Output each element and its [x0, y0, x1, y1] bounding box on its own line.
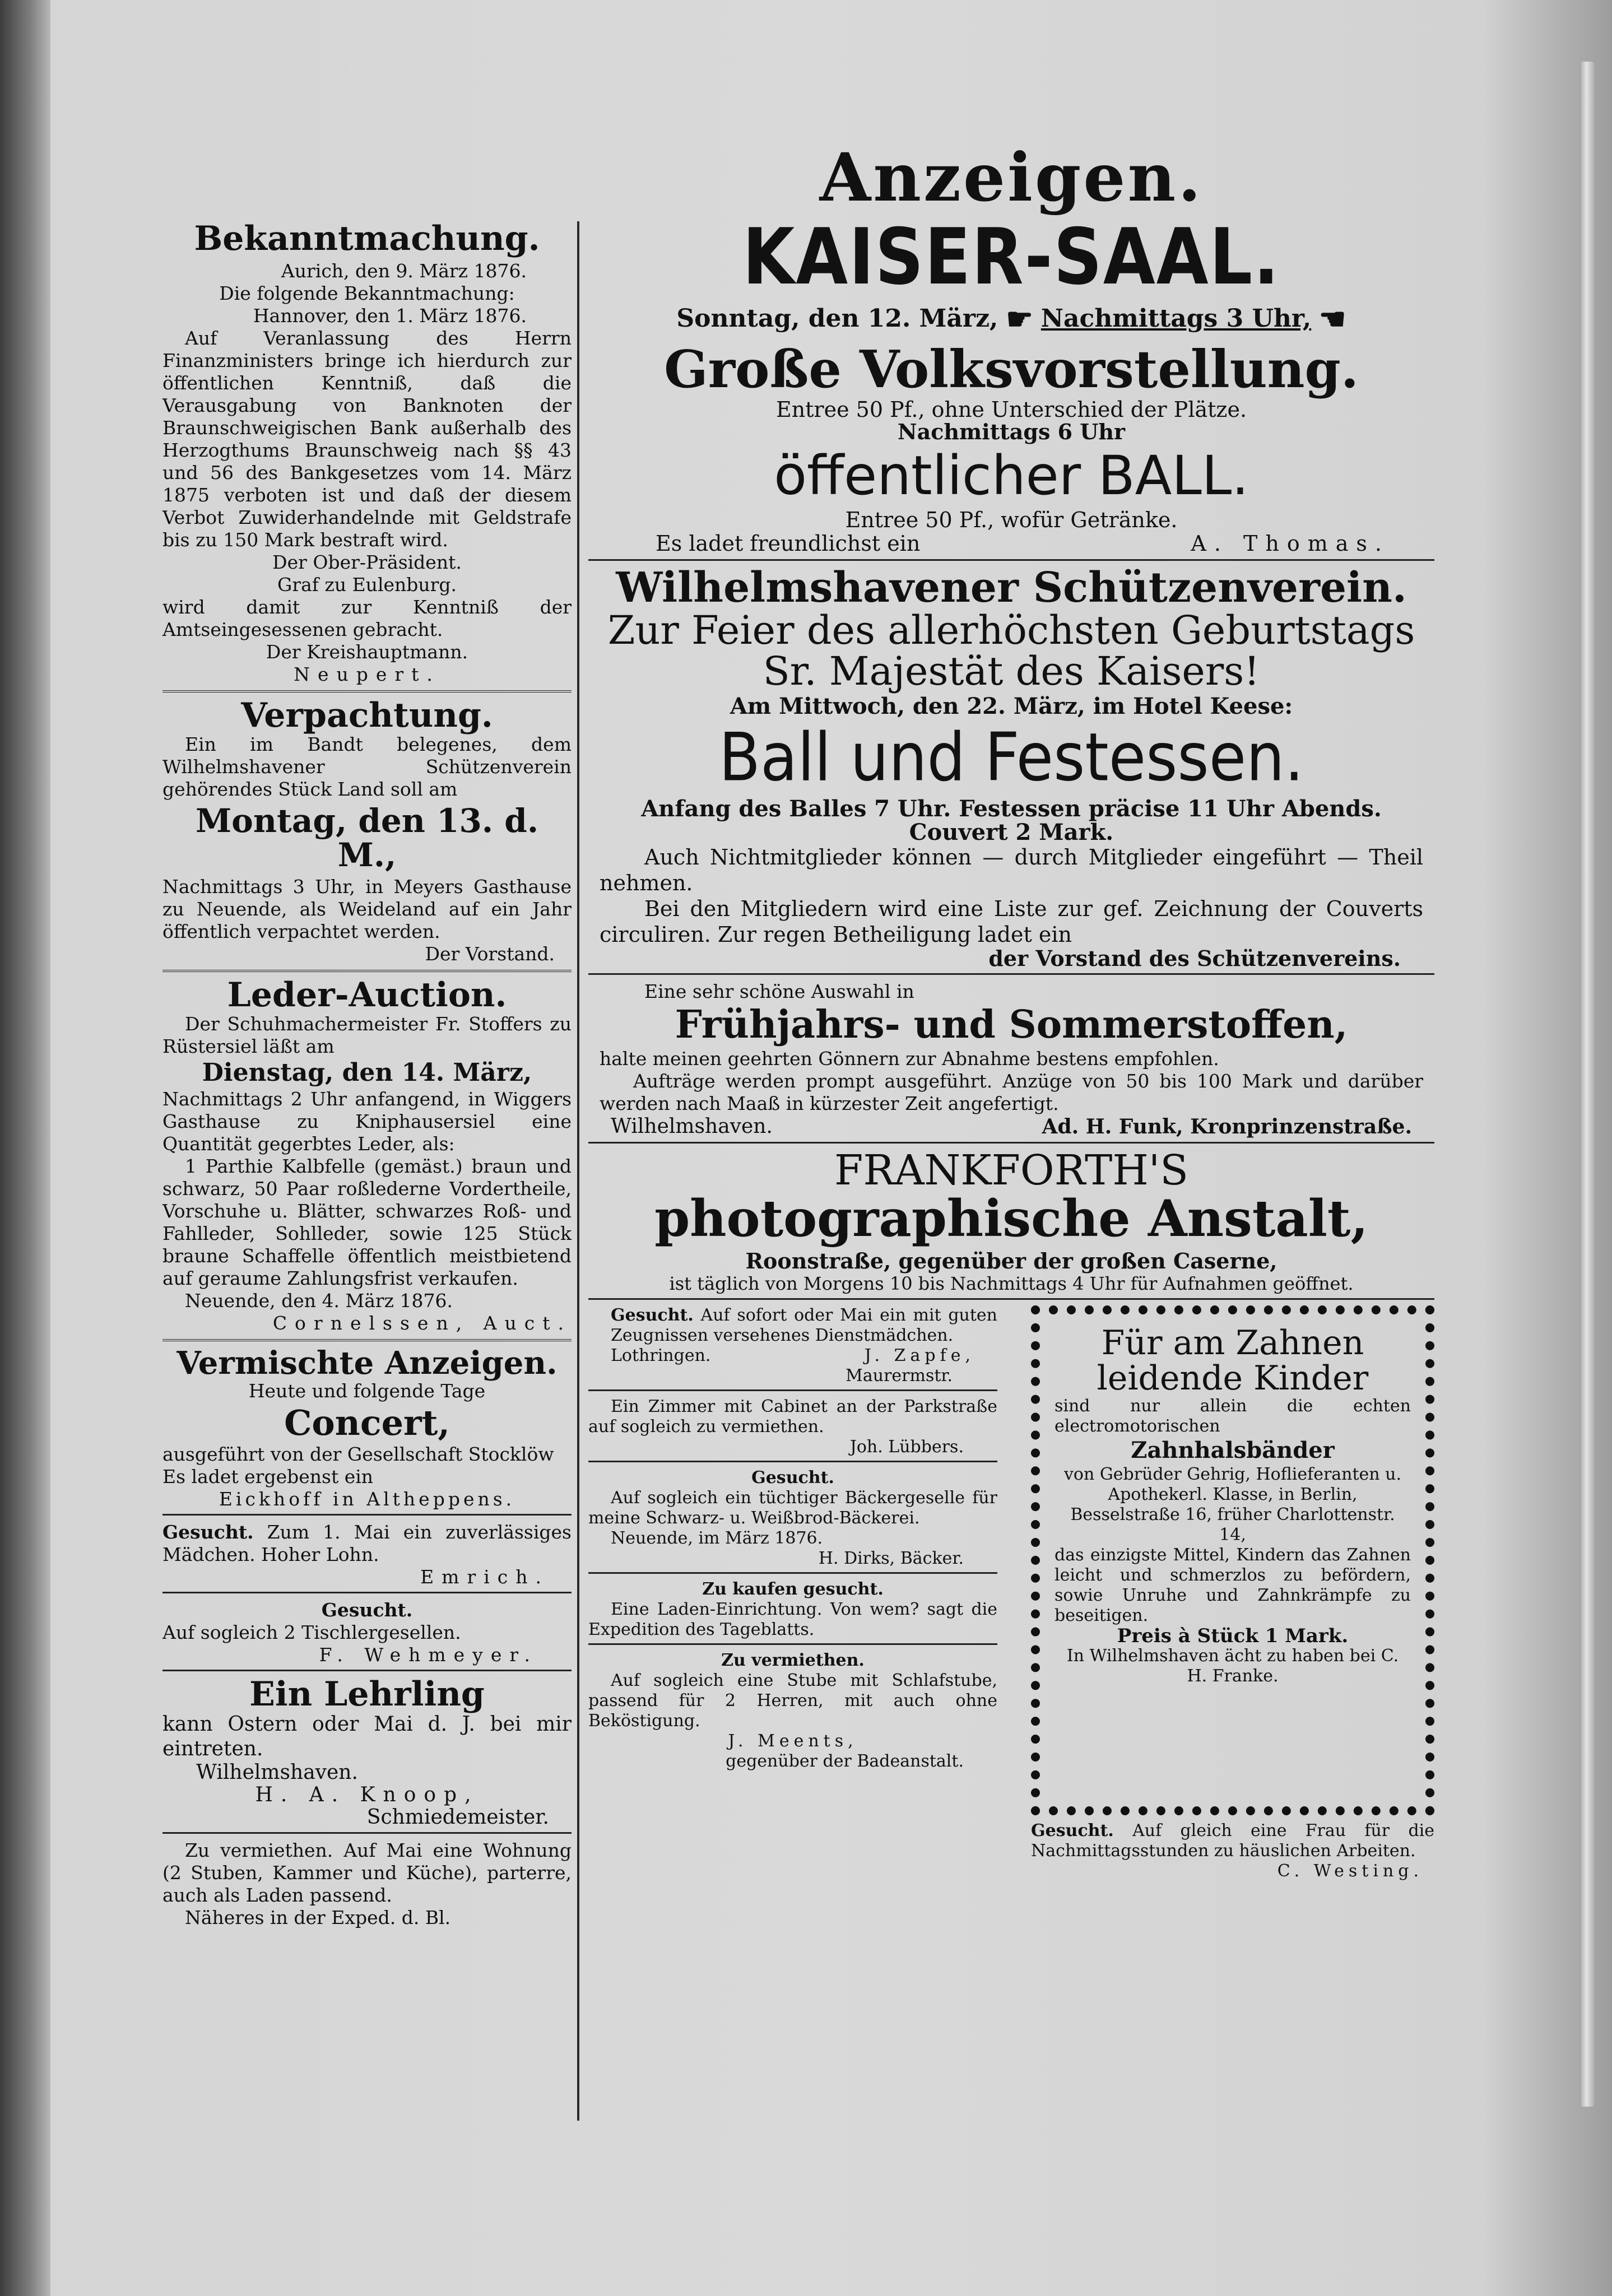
- divider: [162, 690, 572, 692]
- ad-schuetzenverein: [588, 566, 1434, 970]
- ad-label: Gesucht.: [611, 1305, 694, 1325]
- signature: J. Zapfe,: [864, 1345, 975, 1365]
- divider: [588, 1572, 997, 1574]
- ad-time: Nachmittags 3 Uhr,: [1040, 304, 1312, 333]
- ad-verpachtung: [162, 698, 572, 965]
- ad-label: Zu vermiethen.: [721, 1650, 865, 1670]
- ad-gesucht-dirks: [588, 1468, 997, 1569]
- ad-title: Für am Zahnen: [1101, 1323, 1364, 1363]
- ad-date: Sonntag, den 12. März,: [676, 304, 998, 333]
- intro: Die folgende Bekanntmachung:: [219, 282, 515, 304]
- ad-title: Ein Lehrling: [249, 1674, 485, 1714]
- ad-text: Couvert 2 Mark.: [909, 819, 1114, 846]
- divider: [588, 973, 1434, 975]
- ad-bekanntmachung: [162, 221, 572, 686]
- product-name: Zahnhalsbänder: [1131, 1437, 1335, 1463]
- ad-title: Bekanntmachung.: [194, 219, 540, 258]
- signature: Graf zu Eulenburg.: [277, 574, 457, 596]
- ad-zimmer: [588, 1397, 997, 1457]
- divider: [588, 1389, 997, 1391]
- signature: Cornelssen, Auct.: [272, 1312, 572, 1334]
- divider: [162, 1670, 572, 1671]
- column-rule: [577, 221, 579, 2121]
- signature: H. A. Knoop,: [255, 1783, 479, 1806]
- divider: [162, 1832, 572, 1834]
- divider: [588, 1461, 997, 1462]
- ad-label: Gesucht.: [321, 1598, 413, 1621]
- ad-title: Frühjahrs- und Sommerstoffen,: [675, 1002, 1348, 1048]
- ad-text: Auf sogleich eine Stube mit Schlafstube, passend für 2 Herren, mit auch ohne Beköstigung.: [588, 1670, 997, 1731]
- ad-kaufen: [588, 1579, 997, 1640]
- ad-gesucht-westing: [588, 1821, 1434, 1881]
- ad-text: Zu vermiethen. Auf Mai eine Wohnung (2 Stuben, Kammer und Küche), parterre, auch als Laden passend.: [162, 1839, 572, 1906]
- ad-subtitle: Zur Feier des allerhöchsten Geburtstags: [607, 607, 1415, 653]
- ad-subtitle: Große Volksvorstellung.: [664, 338, 1359, 399]
- ad-leder-auction: [162, 975, 572, 1335]
- ad-gesucht-zapfe: [588, 1305, 997, 1386]
- address: Roonstraße, gegenüber der großen Caserne,: [745, 1248, 1277, 1274]
- ad-text: von Gebrüder Gehrig, Hoflieferanten u. Apothekerl. Klasse, in Berlin, Besselstraße 16, früher Charlottenstr. 14,: [1063, 1464, 1402, 1545]
- signature: Maurermstr.: [846, 1365, 953, 1386]
- signature: Schmiedemeister.: [366, 1805, 549, 1829]
- ad-label: Gesucht.: [1031, 1820, 1114, 1840]
- ad-text: Am Mittwoch, den 22. März, im Hotel Keese:: [730, 692, 1293, 719]
- hours: ist täglich von Morgens 10 bis Nachmittags 4 Uhr für Aufnahmen geöffnet.: [669, 1272, 1354, 1294]
- ad-text: halte meinen geehrten Gönnern zur Abnahme bestens empfohlen.: [600, 1047, 1219, 1070]
- divider: [588, 559, 1434, 561]
- ad-title: FRANKFORTH'S: [834, 1146, 1188, 1195]
- signature: Joh. Lübbers.: [849, 1437, 964, 1457]
- divider: [162, 1514, 572, 1516]
- left-column: [162, 221, 572, 1929]
- signature: der Vorstand des Schützenvereins.: [988, 946, 1401, 972]
- ad-text: sind nur allein die echten electromotorischen: [1054, 1396, 1411, 1436]
- ad-text: Es ladet ergebenst ein: [162, 1465, 374, 1488]
- notice-text: Auf Veranlassung des Herrn Finanzministers bringe ich hierdurch zur öffentlichen Kenntniß, daß die Verausgabung von Banknoten der Braunschweigischen Bank außerhalb des Herzogthums Braunschweig nach §§ 43 und 56 des Bankgesetzes vom 14. März 1875 verboten ist und daß der diesem Verbot Zuwiderhandelnde mit Geldstrafe bis zu 150 Mark bestraft wird.: [162, 327, 572, 551]
- ad-vermischte: [162, 1344, 572, 1510]
- ad-text: Auf sogleich ein tüchtiger Bäckergeselle für meine Schwarz- u. Weißbrod-Bäckerei.: [588, 1488, 997, 1528]
- ad-text: Eine Laden-Einrichtung. Von wem? sagt die Expedition des Tageblatts.: [588, 1599, 997, 1639]
- divider: [588, 1298, 1434, 1300]
- ad-text: kann Ostern oder Mai d. J. bei mir eintreten.: [162, 1712, 572, 1760]
- ad-text: In Wilhelmshaven ächt zu haben bei C. H. Franke.: [1066, 1646, 1399, 1686]
- ad-text: 1 Parthie Kalbfelle (gemäst.) braun und schwarz, 50 Paar roßlederne Vordertheile, Vorschuhe u. Blätter, schwarzes Roß- und Fahlleder, Sohlleder, sowie 125 Stück braune Schaffelle öffentlich meistbietend auf geraume Zahlungsfrist verkaufen.: [162, 1155, 572, 1289]
- small-ads-block: [588, 1305, 1434, 1821]
- ad-subtitle: photographische Anstalt,: [654, 1189, 1368, 1249]
- page-heading: Anzeigen.: [819, 138, 1204, 216]
- divider: [588, 1643, 997, 1645]
- ad-title: leidende Kinder: [1097, 1358, 1369, 1398]
- signature: A. Thomas.: [1191, 531, 1390, 556]
- ad-text: Zum 1. Mai ein zuverlässiges Mädchen. Hoher Lohn.: [162, 1521, 572, 1565]
- ad-text: Näheres in der Exped. d. Bl.: [185, 1906, 451, 1928]
- ad-title: Leder-Auction.: [227, 975, 507, 1015]
- ad-text: Heute und folgende Tage: [248, 1379, 486, 1402]
- ad-text: Der Schuhmachermeister Fr. Stoffers zu Rüstersiel läßt am: [162, 1012, 572, 1057]
- ad-lehrling: [162, 1674, 572, 1829]
- ad-title: Wilhelmshavener Schützenverein.: [616, 564, 1407, 612]
- signature: Emrich.: [420, 1565, 549, 1588]
- ad-text: Anfang des Balles 7 Uhr. Festessen präcise 11 Uhr Abends.: [641, 796, 1382, 822]
- ad-gesucht-wehmeyer: [162, 1599, 572, 1666]
- place: Lothringen.: [611, 1345, 711, 1365]
- ad-date: Dienstag, den 14. März,: [202, 1058, 532, 1087]
- ad-text: Nachmittags 2 Uhr anfangend, in Wiggers Gasthause zu Kniphausersiel eine Quantität gegerbtes Leder, als:: [162, 1087, 572, 1155]
- ad-stoffe: [588, 980, 1434, 1138]
- ad-text: Eine sehr schöne Auswahl in: [644, 980, 914, 1003]
- signature: Ad. H. Funk, Kronprinzenstraße.: [1042, 1114, 1412, 1138]
- ad-title: Concert,: [284, 1402, 450, 1443]
- ad-text: Nachmittags 3 Uhr, in Meyers Gasthause zu Neuende, als Weideland auf ein Jahr öffentlich verpachtet werden.: [162, 875, 572, 942]
- pointing-hand-icon: ☛: [1319, 300, 1346, 337]
- ad-gesucht-emrich: [162, 1521, 572, 1588]
- ad-title: Verpachtung.: [241, 696, 493, 735]
- ad-vermiethen-stube: [588, 1651, 997, 1772]
- ad-title: KAISER-SAAL.: [742, 212, 1280, 303]
- ad-subtitle: Sr. Majestät des Kaisers!: [763, 648, 1260, 695]
- ad-text: Auf gleich eine Frau für die Nachmittagsstunden zu häuslichen Arbeiten.: [1031, 1820, 1434, 1861]
- ad-date: Montag, den 13. d. M.,: [195, 802, 539, 874]
- signature: Eickhoff in Altheppens.: [219, 1488, 515, 1510]
- ad-zahnhalsbaender: [1031, 1305, 1434, 1815]
- ad-text: Auch Nichtmitglieder können — durch Mitglieder eingeführt — Theil nehmen.: [600, 845, 1423, 896]
- ad-label: Zu kaufen gesucht.: [702, 1579, 884, 1599]
- price: Preis à Stück 1 Mark.: [1117, 1624, 1349, 1647]
- section-title: Vermischte Anzeigen.: [176, 1344, 558, 1382]
- signature: C. Westing.: [1277, 1861, 1423, 1881]
- ad-text: Auf sogleich 2 Tischlergesellen.: [162, 1621, 461, 1643]
- ad-frankforth: [588, 1146, 1434, 1295]
- ad-text: das einzigste Mittel, Kindern das Zahnen leicht und schmerzlos zu befördern, sowie Unruhe und Zahnkrämpfe zu beseitigen.: [1054, 1545, 1411, 1625]
- signature: J. Meents,: [728, 1731, 858, 1751]
- divider: [588, 1142, 1434, 1144]
- page-edge: [1581, 62, 1595, 2107]
- signature: Der Ober-Präsident.: [272, 551, 462, 573]
- ad-kaiser-saal: [588, 212, 1434, 556]
- small-ads-left: [588, 1305, 997, 1772]
- divider: [162, 970, 572, 972]
- notice-text: wird damit zur Kenntniß der Amtseingesessenen gebracht.: [162, 596, 572, 640]
- ad-text: Nachmittags 6 Uhr: [897, 419, 1126, 445]
- ad-subtitle: öffentlicher BALL.: [774, 444, 1249, 508]
- ad-text: Es ladet freundlichst ein: [656, 531, 921, 556]
- signature: Neupert.: [294, 663, 440, 685]
- divider: [162, 1592, 572, 1593]
- dateline: Neuende, im März 1876.: [611, 1528, 823, 1548]
- ad-text: Entree 50 Pf., ohne Unterschied der Plätze.: [775, 397, 1247, 422]
- place: Wilhelmshaven.: [611, 1114, 773, 1138]
- ad-text: Entree 50 Pf., wofür Getränke.: [845, 508, 1178, 533]
- dateline: Aurich, den 9. März 1876.: [281, 260, 527, 282]
- place: Wilhelmshaven.: [196, 1760, 358, 1784]
- ad-subtitle: Ball und Festessen.: [719, 719, 1304, 797]
- ad-text: Ein im Bandt belegenes, dem Wilhelmshavener Schützenverein gehörendes Stück Land soll am: [162, 733, 572, 800]
- divider: [162, 1339, 572, 1341]
- signature: Der Vorstand.: [425, 942, 555, 965]
- dateline: Neuende, den 4. März 1876.: [185, 1289, 453, 1312]
- signature: gegenüber der Badeanstalt.: [726, 1751, 964, 1771]
- dateline: Hannover, den 1. März 1876.: [253, 305, 527, 327]
- ad-text: ausgeführt von der Gesellschaft Stocklöw: [162, 1443, 554, 1465]
- signature: H. Dirks, Bäcker.: [818, 1548, 964, 1568]
- ad-vermiethen-wohnung: [162, 1839, 572, 1929]
- ad-text: Aufträge werden prompt ausgeführt. Anzüge von 50 bis 100 Mark und darüber werden nach Maaß in kürzester Zeit angefertigt.: [600, 1070, 1423, 1114]
- ad-text: Auf sofort oder Mai ein mit guten Zeugnissen versehenes Dienstmädchen.: [611, 1305, 997, 1345]
- ad-text: Bei den Mitgliedern wird eine Liste zur gef. Zeichnung der Couverts circuliren. Zur regen Betheiligung ladet ein: [600, 896, 1423, 947]
- right-column: [588, 138, 1434, 1881]
- pointing-hand-icon: ☛: [1006, 300, 1033, 337]
- book-spine: [0, 0, 50, 2296]
- signature: Der Kreishauptmann.: [266, 641, 468, 663]
- signature: F. Wehmeyer.: [319, 1643, 538, 1666]
- ad-label: Gesucht.: [751, 1467, 834, 1488]
- ad-text: Ein Zimmer mit Cabinet an der Parkstraße auf sogleich zu vermiethen.: [588, 1396, 997, 1437]
- ad-label: Gesucht.: [162, 1521, 254, 1543]
